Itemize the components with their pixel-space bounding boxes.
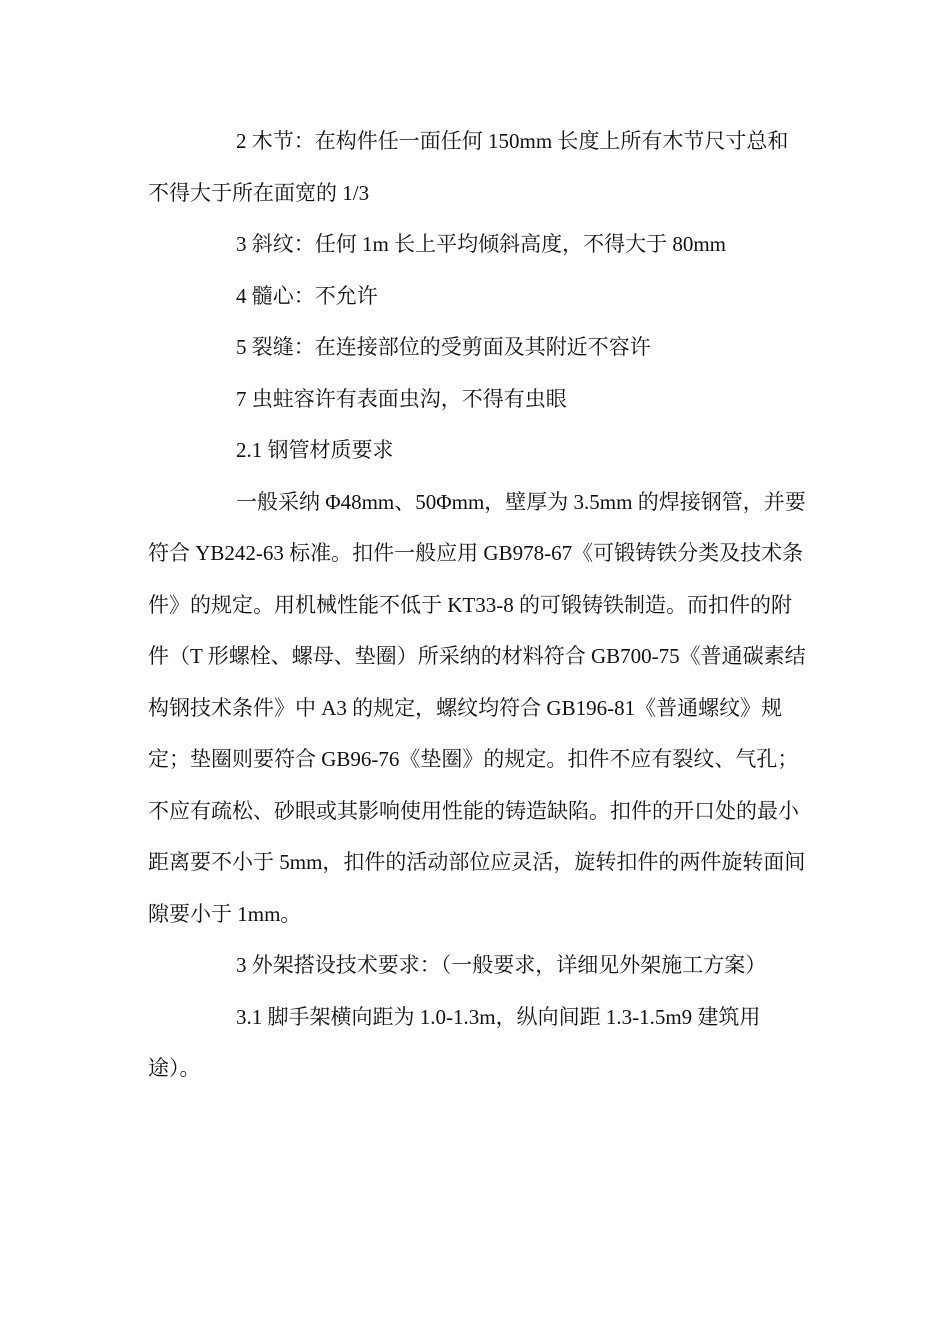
paragraph-slope-grain-spec: 3 斜纹：任何 1m 长上平均倾斜高度，不得大于 80mm: [236, 232, 727, 256]
paragraph-steel-pipe-requirements: 一般采纳 Φ48mm、50Φmm，壁厚为 3.5mm 的焊接钢管，并要符合 YB242-63 标准。扣件一般应用 GB978-67《可锻铸铁分类及技术条件》的规定。用机械性能不低于 KT33-8 的可锻铸铁制造。而扣件的附件（T 形螺栓、螺母、垫圈）所采纳的材料符合 GB700-75《普通碳素结构钢技术条件》中 A3 的规定，螺纹均符合 GB196-81《普通螺纹》规定；垫圈则要符合 GB96-76《垫圈》的规定。扣件不应有裂纹、气孔；不应有疏松、砂眼或其影响使用性能的铸造缺陷。扣件的开口处的最小距离要不小于 5mm，扣件的活动部位应灵活，旋转扣件的两件旋转面间隙要小于 1mm。: [148, 489, 806, 926]
paragraph-scaffold-spacing: 3.1 脚手架横向距为 1.0-1.3m，纵向间距 1.3-1.5m9 建筑用途）。: [148, 1004, 761, 1080]
paragraph-crack-spec: 5 裂缝：在连接部位的受剪面及其附近不容许: [236, 335, 651, 359]
document-body: [148, 116, 808, 1095]
section-heading-steel-pipe: 2.1 钢管材质要求: [236, 438, 394, 462]
paragraph-knot-spec: 2 木节：在构件任一面任何 150mm 长度上所有木节尺寸总和不得大于所在面宽的 1/3: [148, 129, 789, 205]
section-heading-scaffold-requirements: 3 外架搭设技术要求：（一般要求，详细见外架施工方案）: [236, 953, 767, 977]
paragraph-insect-spec: 7 虫蛀容许有表面虫沟，不得有虫眼: [236, 386, 567, 411]
paragraph-pith-spec: 4 髓心：不允许: [236, 283, 378, 308]
